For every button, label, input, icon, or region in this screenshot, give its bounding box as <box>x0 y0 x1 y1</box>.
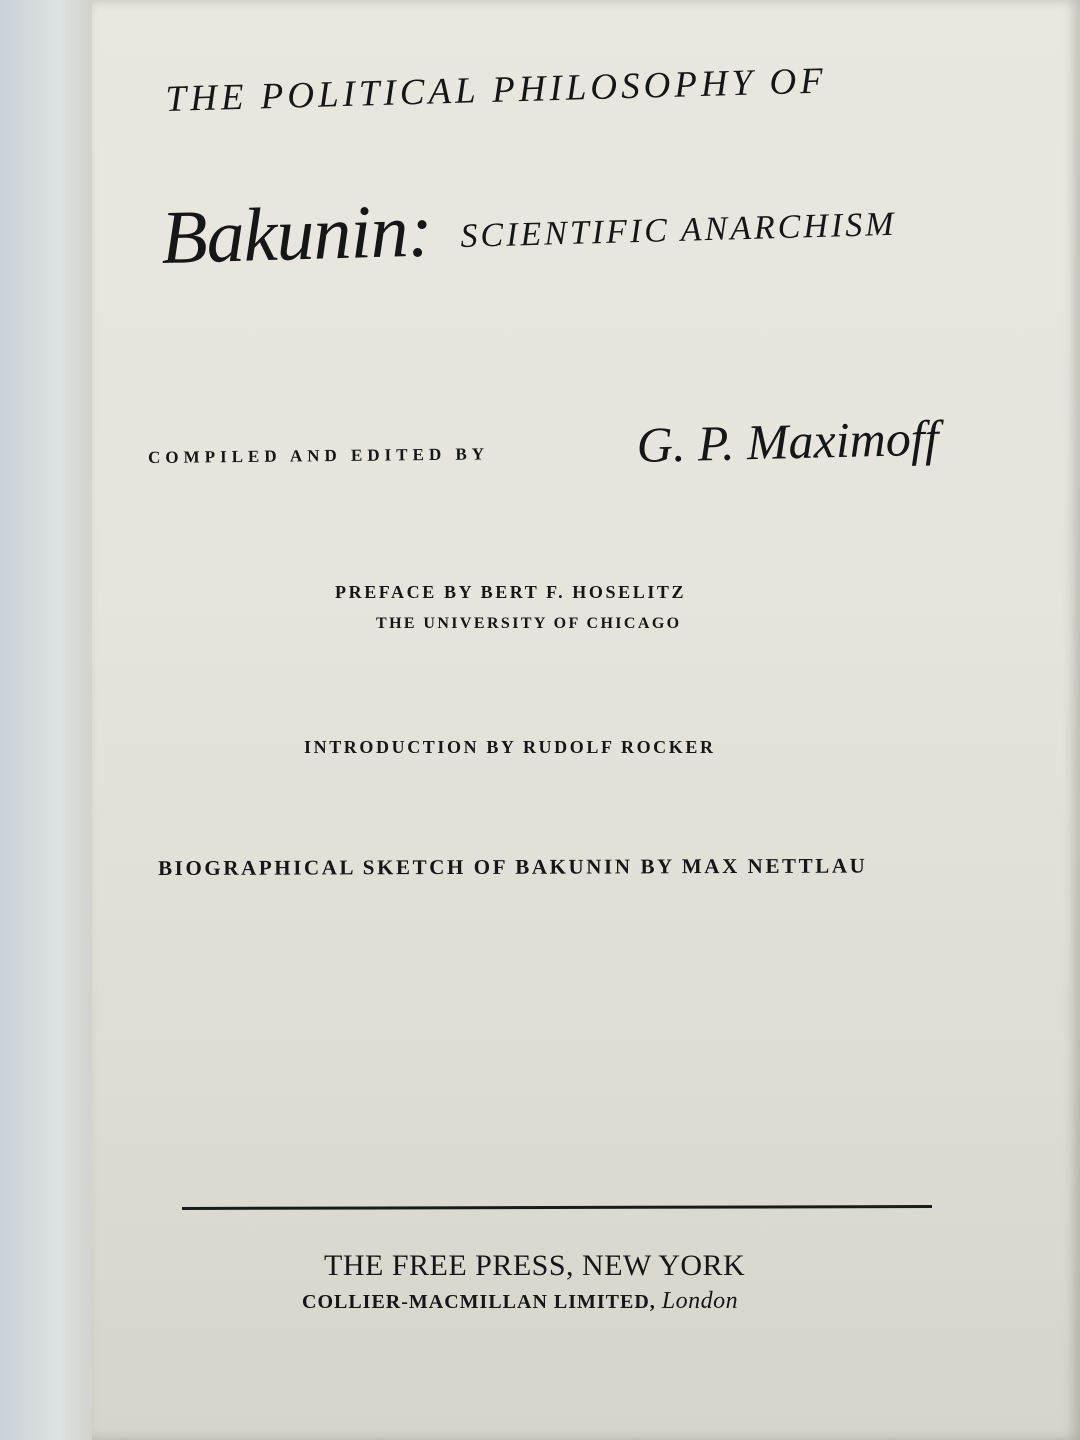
publisher-secondary-name: COLLIER-MACMILLAN LIMITED, <box>302 1291 656 1313</box>
book-subtitle: SCIENTIFIC ANARCHISM <box>460 205 898 255</box>
preface-affiliation: THE UNIVERSITY OF CHICAGO <box>376 615 682 632</box>
biographical-sketch-credit: BIOGRAPHICAL SKETCH OF BAKUNIN BY MAX NETTLAU <box>158 853 868 880</box>
preface-credit: PREFACE BY BERT F. HOSELITZ <box>335 582 687 602</box>
editor-name: G. P. Maximoff <box>636 409 940 473</box>
book-main-title: Bakunin: <box>160 188 433 280</box>
adjacent-page-edge <box>0 0 100 1440</box>
introduction-credit: INTRODUCTION BY RUDOLF ROCKER <box>304 737 716 757</box>
publisher-name: THE FREE PRESS, NEW YORK <box>324 1249 746 1282</box>
publisher-secondary <box>302 1288 738 1315</box>
publisher-city: London <box>661 1288 739 1314</box>
compiled-by-label: COMPILED AND EDITED BY <box>148 444 490 467</box>
book-title-line: THE POLITICAL PHILOSOPHY OF <box>165 60 828 120</box>
